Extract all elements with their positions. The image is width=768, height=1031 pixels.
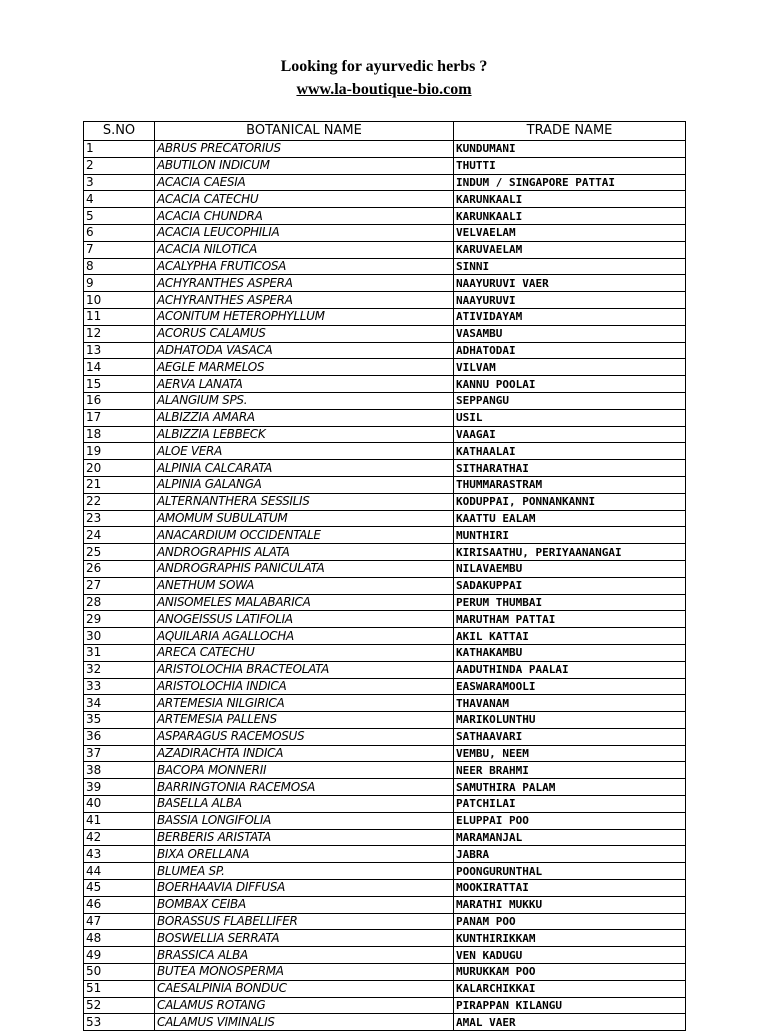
row-sno: 43 bbox=[84, 846, 155, 863]
row-trade-name: NEER BRAHMI bbox=[454, 762, 686, 779]
row-sno: 34 bbox=[84, 695, 155, 712]
table-row bbox=[84, 930, 686, 947]
table-row bbox=[84, 443, 686, 460]
table-row bbox=[84, 863, 686, 880]
table-row bbox=[84, 241, 686, 258]
row-botanical-name: ALBIZZIA AMARA bbox=[155, 409, 454, 426]
row-botanical-name: CALAMUS ROTANG bbox=[155, 997, 454, 1014]
table-row bbox=[84, 308, 686, 325]
row-botanical-name: BACOPA MONNERII bbox=[155, 762, 454, 779]
row-trade-name: KIRISAATHU, PERIYAANANGAI bbox=[454, 544, 686, 561]
row-botanical-name: AERVA LANATA bbox=[155, 376, 454, 393]
row-botanical-name: ANETHUM SOWA bbox=[155, 577, 454, 594]
table-row bbox=[84, 426, 686, 443]
table-row bbox=[84, 611, 686, 628]
row-botanical-name: ALPINIA GALANGA bbox=[155, 476, 454, 493]
table-row bbox=[84, 1014, 686, 1031]
row-trade-name: MURUKKAM POO bbox=[454, 964, 686, 981]
row-botanical-name: ARISTOLOCHIA BRACTEOLATA bbox=[155, 661, 454, 678]
row-sno: 10 bbox=[84, 292, 155, 309]
row-sno: 24 bbox=[84, 527, 155, 544]
row-botanical-name: ANDROGRAPHIS ALATA bbox=[155, 544, 454, 561]
row-sno: 39 bbox=[84, 779, 155, 796]
row-sno: 11 bbox=[84, 308, 155, 325]
table-row bbox=[84, 527, 686, 544]
table-row bbox=[84, 762, 686, 779]
row-trade-name: MARATHI MUKKU bbox=[454, 896, 686, 913]
table-row bbox=[84, 544, 686, 561]
table-row bbox=[84, 258, 686, 275]
row-trade-name: AADUTHINDA PAALAI bbox=[454, 661, 686, 678]
table-row bbox=[84, 980, 686, 997]
row-botanical-name: ANACARDIUM OCCIDENTALE bbox=[155, 527, 454, 544]
row-botanical-name: ACACIA CATECHU bbox=[155, 191, 454, 208]
table-row bbox=[84, 376, 686, 393]
table-row bbox=[84, 560, 686, 577]
row-sno: 25 bbox=[84, 544, 155, 561]
row-botanical-name: BIXA ORELLANA bbox=[155, 846, 454, 863]
table-row bbox=[84, 594, 686, 611]
row-trade-name: THUTTI bbox=[454, 157, 686, 174]
table-row bbox=[84, 392, 686, 409]
row-trade-name: KARUVAELAM bbox=[454, 241, 686, 258]
row-sno: 3 bbox=[84, 174, 155, 191]
row-trade-name: MOOKIRATTAI bbox=[454, 880, 686, 897]
row-sno: 29 bbox=[84, 611, 155, 628]
table-row bbox=[84, 678, 686, 695]
row-botanical-name: ARTEMESIA PALLENS bbox=[155, 712, 454, 729]
row-trade-name: PIRAPPAN KILANGU bbox=[454, 997, 686, 1014]
table-row bbox=[84, 796, 686, 813]
row-sno: 12 bbox=[84, 325, 155, 342]
table-row bbox=[84, 829, 686, 846]
row-botanical-name: AEGLE MARMELOS bbox=[155, 359, 454, 376]
row-botanical-name: ARTEMESIA NILGIRICA bbox=[155, 695, 454, 712]
row-trade-name: PATCHILAI bbox=[454, 796, 686, 813]
row-sno: 2 bbox=[84, 157, 155, 174]
table-row bbox=[84, 728, 686, 745]
row-trade-name: INDUM / SINGAPORE PATTAI bbox=[454, 174, 686, 191]
row-botanical-name: CAESALPINIA BONDUC bbox=[155, 980, 454, 997]
table-row bbox=[84, 292, 686, 309]
row-sno: 48 bbox=[84, 930, 155, 947]
table-row bbox=[84, 745, 686, 762]
row-trade-name: SITHARATHAI bbox=[454, 460, 686, 477]
row-trade-name: PERUM THUMBAI bbox=[454, 594, 686, 611]
row-sno: 6 bbox=[84, 224, 155, 241]
row-botanical-name: BRASSICA ALBA bbox=[155, 947, 454, 964]
table-row bbox=[84, 644, 686, 661]
row-sno: 8 bbox=[84, 258, 155, 275]
row-botanical-name: ACHYRANTHES ASPERA bbox=[155, 275, 454, 292]
row-botanical-name: BUTEA MONOSPERMA bbox=[155, 964, 454, 981]
website-link[interactable]: www.la-boutique-bio.com bbox=[296, 81, 472, 98]
table-row bbox=[84, 846, 686, 863]
row-botanical-name: AZADIRACHTA INDICA bbox=[155, 745, 454, 762]
table-row bbox=[84, 476, 686, 493]
row-sno: 40 bbox=[84, 796, 155, 813]
row-sno: 45 bbox=[84, 880, 155, 897]
row-sno: 44 bbox=[84, 863, 155, 880]
table-row bbox=[84, 208, 686, 225]
row-trade-name: KATHAKAMBU bbox=[454, 644, 686, 661]
row-sno: 1 bbox=[84, 141, 155, 158]
row-botanical-name: ABRUS PRECATORIUS bbox=[155, 141, 454, 158]
table-row bbox=[84, 913, 686, 930]
row-botanical-name: ACORUS CALAMUS bbox=[155, 325, 454, 342]
table-row bbox=[84, 997, 686, 1014]
table-row bbox=[84, 896, 686, 913]
row-trade-name: VILVAM bbox=[454, 359, 686, 376]
row-trade-name: SATHAAVARI bbox=[454, 728, 686, 745]
row-trade-name: VEN KADUGU bbox=[454, 947, 686, 964]
row-sno: 42 bbox=[84, 829, 155, 846]
row-trade-name: USIL bbox=[454, 409, 686, 426]
row-sno: 47 bbox=[84, 913, 155, 930]
row-trade-name: AMAL VAER bbox=[454, 1014, 686, 1031]
herbs-table bbox=[83, 121, 686, 1031]
row-sno: 17 bbox=[84, 409, 155, 426]
table-row bbox=[84, 359, 686, 376]
row-sno: 9 bbox=[84, 275, 155, 292]
table-row bbox=[84, 712, 686, 729]
table-row bbox=[84, 275, 686, 292]
row-trade-name: NAAYURUVI VAER bbox=[454, 275, 686, 292]
row-botanical-name: ALPINIA CALCARATA bbox=[155, 460, 454, 477]
row-sno: 36 bbox=[84, 728, 155, 745]
row-trade-name: KARUNKAALI bbox=[454, 208, 686, 225]
row-botanical-name: BOMBAX CEIBA bbox=[155, 896, 454, 913]
row-botanical-name: BOERHAAVIA DIFFUSA bbox=[155, 880, 454, 897]
column-header-botanical-name: BOTANICAL NAME bbox=[155, 122, 454, 141]
row-botanical-name: BORASSUS FLABELLIFER bbox=[155, 913, 454, 930]
row-trade-name: KODUPPAI, PONNANKANNI bbox=[454, 493, 686, 510]
row-sno: 15 bbox=[84, 376, 155, 393]
table-row bbox=[84, 779, 686, 796]
row-trade-name: ATIVIDAYAM bbox=[454, 308, 686, 325]
row-botanical-name: BASELLA ALBA bbox=[155, 796, 454, 813]
row-trade-name: VAAGAI bbox=[454, 426, 686, 443]
row-botanical-name: BLUMEA SP. bbox=[155, 863, 454, 880]
row-trade-name: THUMMARASTRAM bbox=[454, 476, 686, 493]
row-sno: 14 bbox=[84, 359, 155, 376]
row-trade-name: KUNDUMANI bbox=[454, 141, 686, 158]
row-botanical-name: CALAMUS VIMINALIS bbox=[155, 1014, 454, 1031]
row-botanical-name: ANISOMELES MALABARICA bbox=[155, 594, 454, 611]
table-header-row bbox=[84, 122, 686, 141]
row-botanical-name: ACACIA CAESIA bbox=[155, 174, 454, 191]
row-botanical-name: AMOMUM SUBULATUM bbox=[155, 510, 454, 527]
table-row bbox=[84, 157, 686, 174]
row-sno: 21 bbox=[84, 476, 155, 493]
row-sno: 5 bbox=[84, 208, 155, 225]
row-sno: 13 bbox=[84, 342, 155, 359]
row-trade-name: VELVAELAM bbox=[454, 224, 686, 241]
row-botanical-name: AQUILARIA AGALLOCHA bbox=[155, 628, 454, 645]
row-trade-name: THAVANAM bbox=[454, 695, 686, 712]
row-sno: 22 bbox=[84, 493, 155, 510]
table-row bbox=[84, 493, 686, 510]
row-sno: 27 bbox=[84, 577, 155, 594]
row-trade-name: KAATTU EALAM bbox=[454, 510, 686, 527]
table-body bbox=[84, 141, 686, 1031]
row-botanical-name: ACACIA NILOTICA bbox=[155, 241, 454, 258]
row-trade-name: SINNI bbox=[454, 258, 686, 275]
row-trade-name: MARIKOLUNTHU bbox=[454, 712, 686, 729]
table-row bbox=[84, 224, 686, 241]
table-row bbox=[84, 141, 686, 158]
table-row bbox=[84, 947, 686, 964]
row-botanical-name: ALOE VERA bbox=[155, 443, 454, 460]
table-row bbox=[84, 325, 686, 342]
row-trade-name: EASWARAMOOLI bbox=[454, 678, 686, 695]
row-sno: 46 bbox=[84, 896, 155, 913]
row-botanical-name: BARRINGTONIA RACEMOSA bbox=[155, 779, 454, 796]
row-trade-name: SEPPANGU bbox=[454, 392, 686, 409]
row-sno: 31 bbox=[84, 644, 155, 661]
row-trade-name: KATHAALAI bbox=[454, 443, 686, 460]
page-title: Looking for ayurvedic herbs ? bbox=[280, 58, 488, 75]
row-sno: 51 bbox=[84, 980, 155, 997]
table-row bbox=[84, 460, 686, 477]
row-sno: 52 bbox=[84, 997, 155, 1014]
row-trade-name: SAMUTHIRA PALAM bbox=[454, 779, 686, 796]
row-sno: 32 bbox=[84, 661, 155, 678]
row-sno: 28 bbox=[84, 594, 155, 611]
row-sno: 49 bbox=[84, 947, 155, 964]
row-botanical-name: ALBIZZIA LEBBECK bbox=[155, 426, 454, 443]
row-botanical-name: ARECA CATECHU bbox=[155, 644, 454, 661]
row-sno: 37 bbox=[84, 745, 155, 762]
row-trade-name: SADAKUPPAI bbox=[454, 577, 686, 594]
row-sno: 35 bbox=[84, 712, 155, 729]
row-botanical-name: ADHATODA VASACA bbox=[155, 342, 454, 359]
row-trade-name: ELUPPAI POO bbox=[454, 812, 686, 829]
row-sno: 53 bbox=[84, 1014, 155, 1031]
table-row bbox=[84, 964, 686, 981]
row-botanical-name: ANDROGRAPHIS PANICULATA bbox=[155, 560, 454, 577]
table-row bbox=[84, 695, 686, 712]
row-botanical-name: ABUTILON INDICUM bbox=[155, 157, 454, 174]
row-botanical-name: ARISTOLOCHIA INDICA bbox=[155, 678, 454, 695]
table-row bbox=[84, 880, 686, 897]
row-sno: 33 bbox=[84, 678, 155, 695]
row-botanical-name: ACACIA LEUCOPHILIA bbox=[155, 224, 454, 241]
row-trade-name: ADHATODAI bbox=[454, 342, 686, 359]
row-trade-name: NAAYURUVI bbox=[454, 292, 686, 309]
row-trade-name: PANAM POO bbox=[454, 913, 686, 930]
table-row bbox=[84, 191, 686, 208]
table-row bbox=[84, 510, 686, 527]
row-botanical-name: ACALYPHA FRUTICOSA bbox=[155, 258, 454, 275]
table-row bbox=[84, 812, 686, 829]
row-sno: 19 bbox=[84, 443, 155, 460]
column-header-trade-name: TRADE NAME bbox=[454, 122, 686, 141]
row-trade-name: MARAMANJAL bbox=[454, 829, 686, 846]
row-botanical-name: ACONITUM HETEROPHYLLUM bbox=[155, 308, 454, 325]
row-botanical-name: ANOGEISSUS LATIFOLIA bbox=[155, 611, 454, 628]
row-sno: 20 bbox=[84, 460, 155, 477]
row-botanical-name: BERBERIS ARISTATA bbox=[155, 829, 454, 846]
row-botanical-name: ASPARAGUS RACEMOSUS bbox=[155, 728, 454, 745]
row-sno: 16 bbox=[84, 392, 155, 409]
column-header-sno: S.NO bbox=[84, 122, 155, 141]
row-sno: 23 bbox=[84, 510, 155, 527]
table-row bbox=[84, 577, 686, 594]
table-row bbox=[84, 661, 686, 678]
table-row bbox=[84, 342, 686, 359]
row-trade-name: AKIL KATTAI bbox=[454, 628, 686, 645]
table-row bbox=[84, 409, 686, 426]
row-trade-name: VASAMBU bbox=[454, 325, 686, 342]
row-botanical-name: BOSWELLIA SERRATA bbox=[155, 930, 454, 947]
row-sno: 7 bbox=[84, 241, 155, 258]
row-trade-name: KUNTHIRIKKAM bbox=[454, 930, 686, 947]
row-sno: 26 bbox=[84, 560, 155, 577]
table-row bbox=[84, 174, 686, 191]
row-botanical-name: ACACIA CHUNDRA bbox=[155, 208, 454, 225]
row-botanical-name: ALTERNANTHERA SESSILIS bbox=[155, 493, 454, 510]
row-trade-name: KALARCHIKKAI bbox=[454, 980, 686, 997]
row-botanical-name: BASSIA LONGIFOLIA bbox=[155, 812, 454, 829]
table-row bbox=[84, 628, 686, 645]
row-sno: 18 bbox=[84, 426, 155, 443]
row-trade-name: POONGURUNTHAL bbox=[454, 863, 686, 880]
row-sno: 4 bbox=[84, 191, 155, 208]
row-trade-name: VEMBU, NEEM bbox=[454, 745, 686, 762]
row-trade-name: KANNU POOLAI bbox=[454, 376, 686, 393]
row-sno: 38 bbox=[84, 762, 155, 779]
row-botanical-name: ALANGIUM SPS. bbox=[155, 392, 454, 409]
row-sno: 30 bbox=[84, 628, 155, 645]
row-trade-name: KARUNKAALI bbox=[454, 191, 686, 208]
row-trade-name: JABRA bbox=[454, 846, 686, 863]
row-sno: 41 bbox=[84, 812, 155, 829]
row-trade-name: MUNTHIRI bbox=[454, 527, 686, 544]
row-trade-name: MARUTHAM PATTAI bbox=[454, 611, 686, 628]
row-botanical-name: ACHYRANTHES ASPERA bbox=[155, 292, 454, 309]
row-sno: 50 bbox=[84, 964, 155, 981]
row-trade-name: NILAVAEMBU bbox=[454, 560, 686, 577]
